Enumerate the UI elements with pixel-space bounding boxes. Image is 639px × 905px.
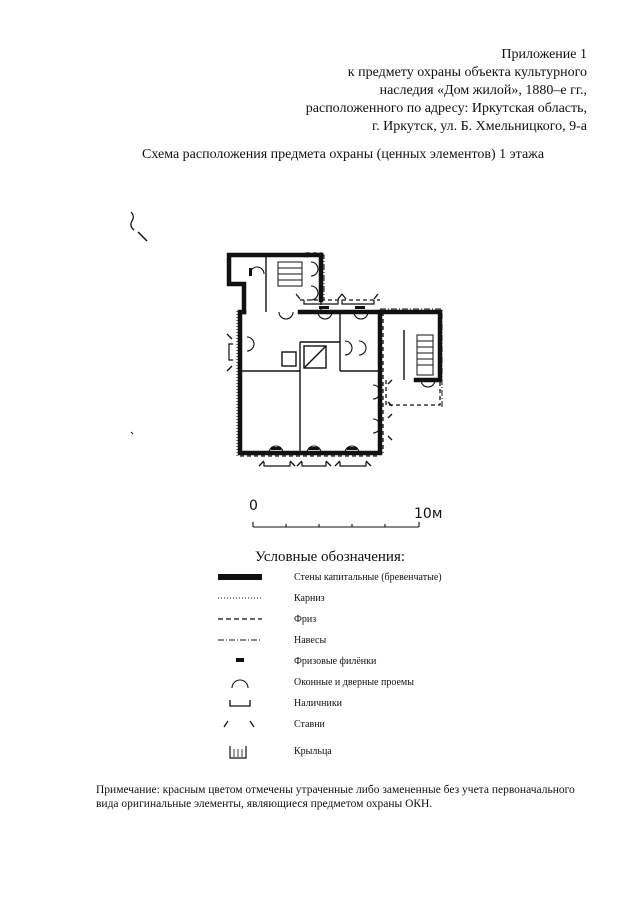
scale-bar <box>253 522 419 527</box>
legend-title: Условные обозначения: <box>255 549 406 565</box>
thick-line-icon <box>218 571 268 587</box>
openings-arcs <box>247 262 435 453</box>
shutters-icon <box>218 718 268 734</box>
header-line-1: Приложение 1 <box>501 47 587 62</box>
header-line-3: наследия «Дом жилой», 1880–е гг., <box>379 83 587 98</box>
window-frames <box>229 300 374 466</box>
capital-walls <box>229 255 440 453</box>
header-line-5: г. Иркутск, ул. Б. Хмельницкого, 9-а <box>372 119 587 134</box>
header-line-2: к предмету охраны объекта культурного <box>347 65 587 80</box>
footnote: Примечание: красным цветом отмечены утраченные либо замененные без учета первоначального вида оригинальные элементы, являющиеся предметом охраны ОКН. <box>96 784 575 810</box>
small-bar-icon <box>218 655 268 671</box>
scale-end-label: 10м <box>414 506 443 522</box>
north-arrow-icon <box>131 212 147 241</box>
scale-start-label: 0 <box>249 498 258 514</box>
porch-icon <box>218 745 268 761</box>
bracket-icon <box>218 697 268 713</box>
stray-mark <box>131 432 133 434</box>
dash-dot-line-icon <box>218 634 268 650</box>
dotted-line-icon <box>218 592 268 608</box>
header-line-4: расположенного по адресу: Иркутская область, <box>305 101 587 116</box>
scheme-title: Схема расположения предмета охраны (ценных элементов) 1 этажа <box>142 147 545 162</box>
shutters-marks <box>227 294 392 466</box>
stairs-icon <box>278 262 433 375</box>
arc-icon <box>218 676 268 692</box>
dashed-line-icon <box>218 613 268 629</box>
